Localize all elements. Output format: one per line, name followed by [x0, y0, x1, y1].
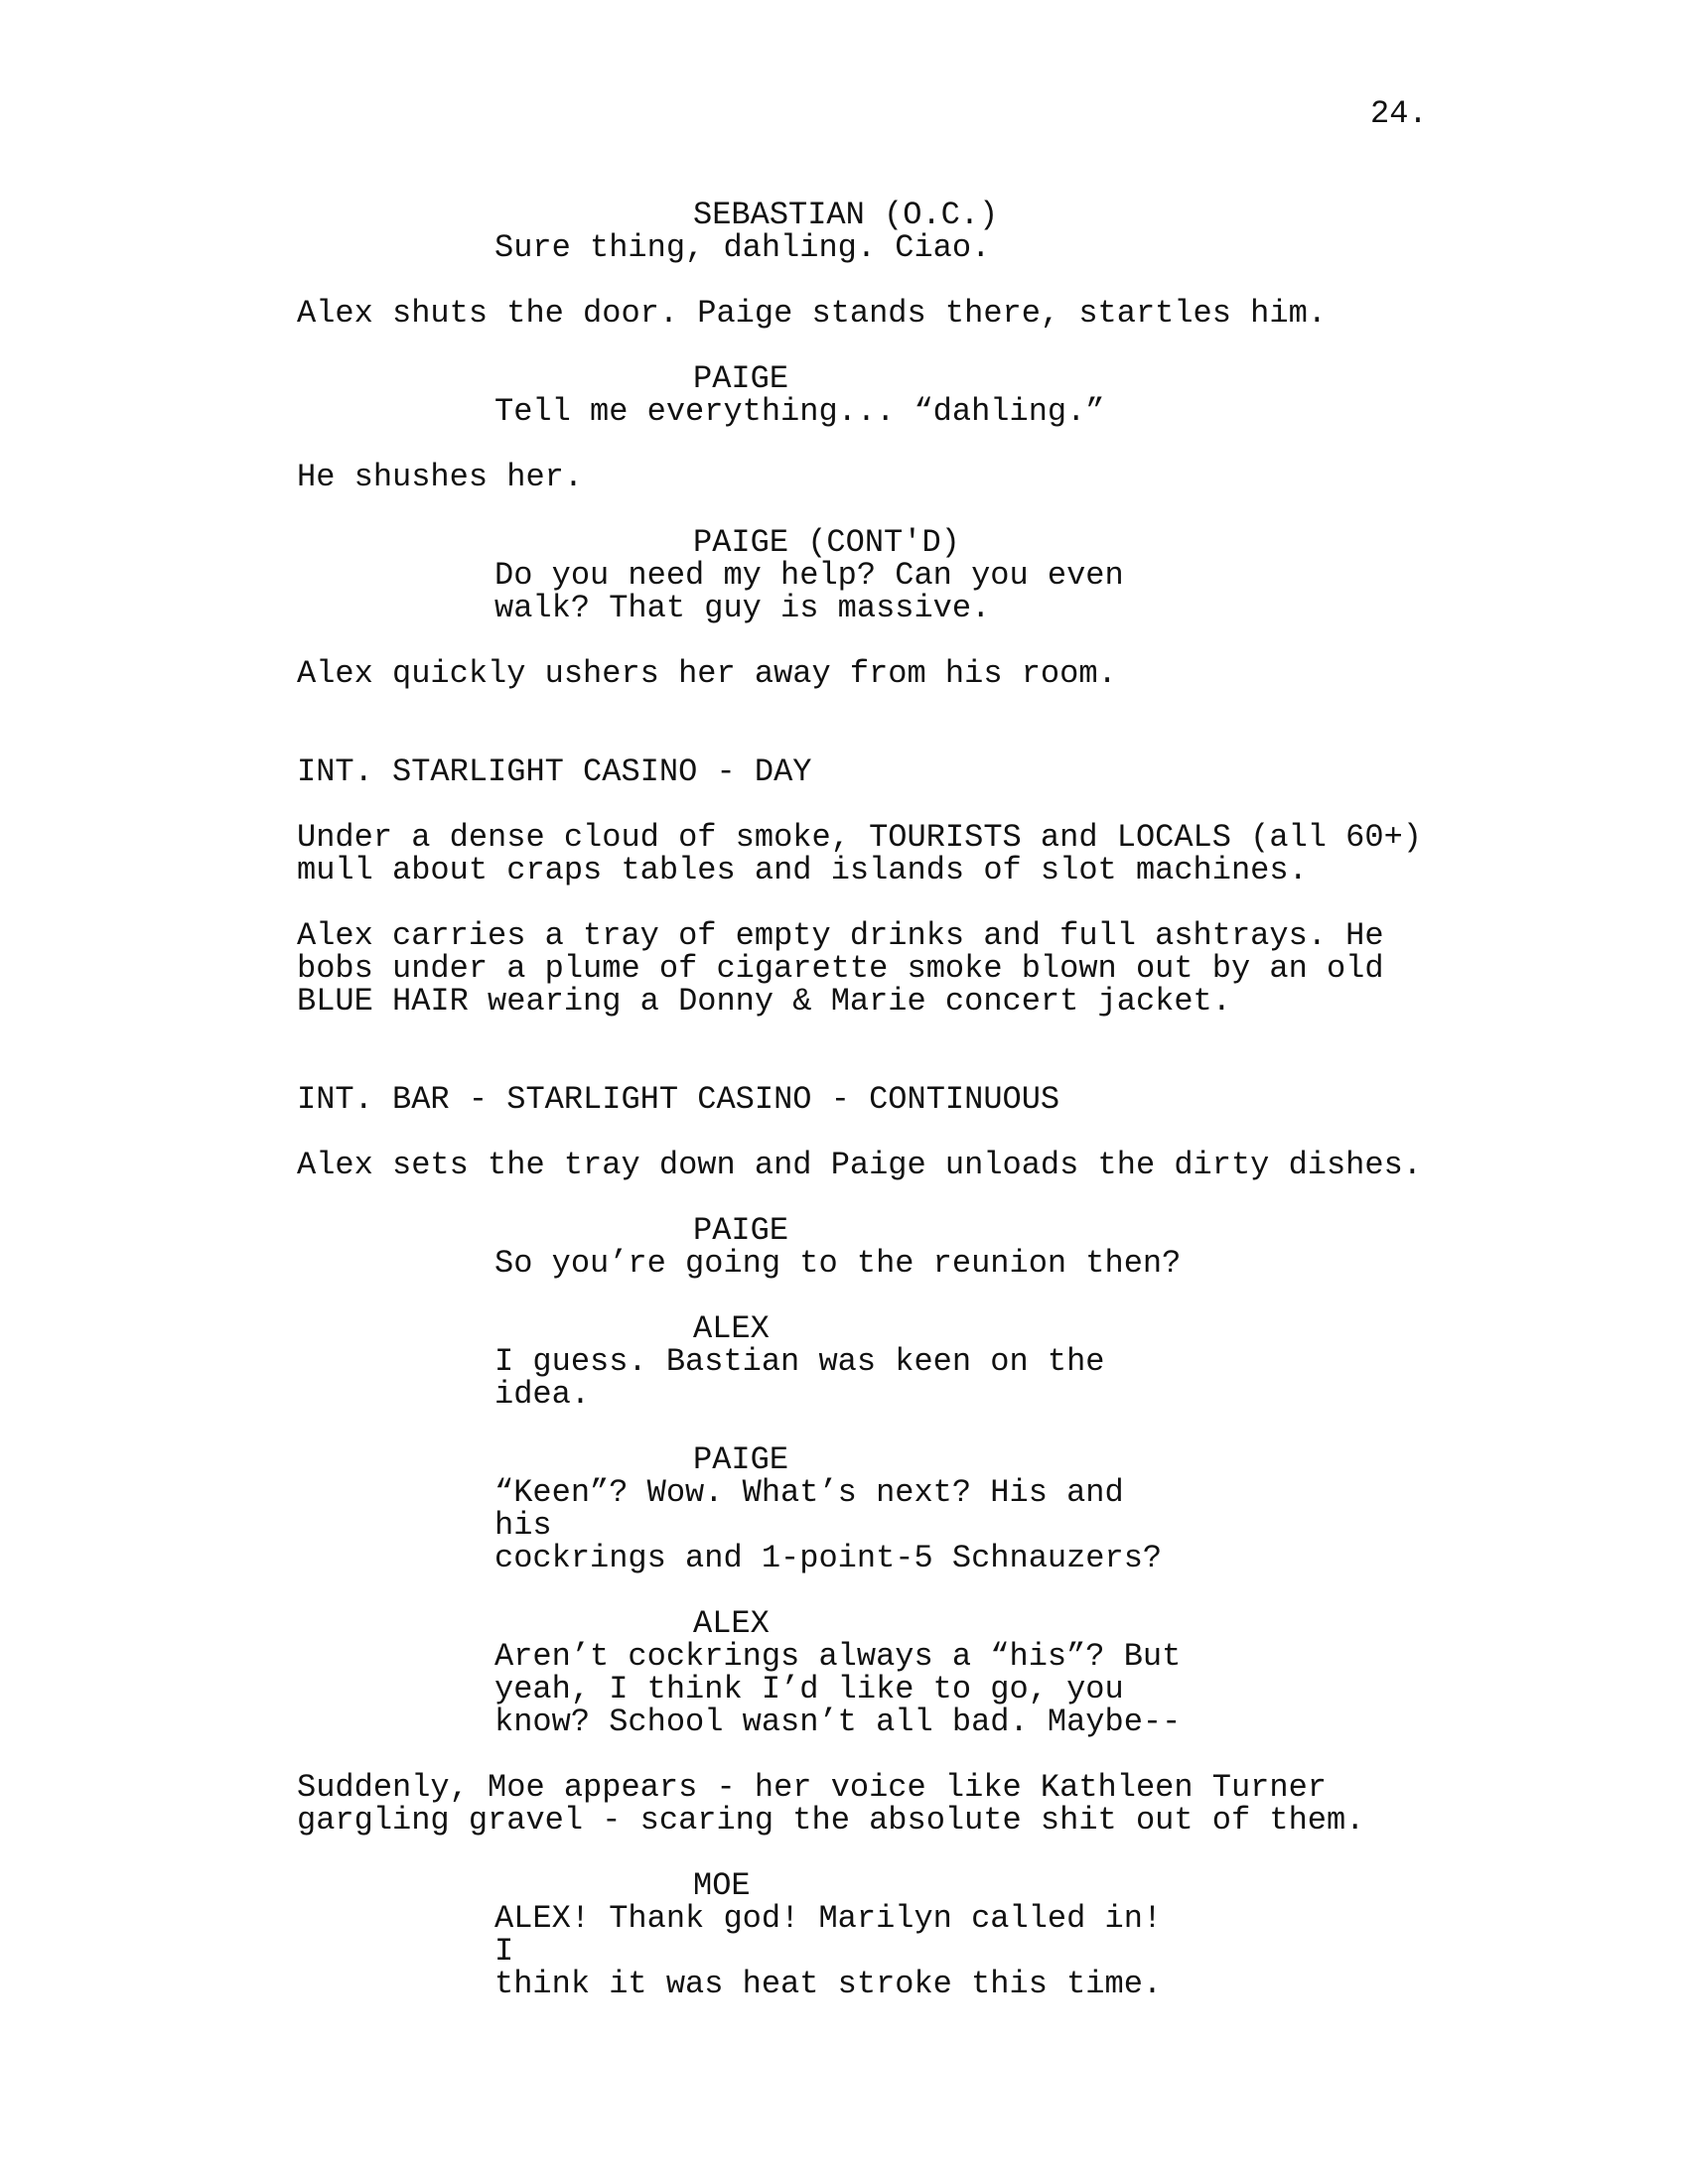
scene-heading: INT. STARLIGHT CASINO - DAY — [297, 753, 812, 790]
character-cue: PAIGE — [693, 1441, 789, 1478]
dialogue-line: So you’re going to the reunion then? — [494, 1245, 1182, 1282]
dialogue-line: “Keen”? Wow. What’s next? His and his cockrings and 1-point-5 Schnauzers? — [494, 1474, 1163, 1576]
character-cue: PAIGE — [693, 360, 789, 397]
action-line: He shushes her. — [297, 459, 584, 495]
action-line: Suddenly, Moe appears - her voice like Kathleen Turner gargling gravel - scaring the absolute shit out of them. — [297, 1769, 1365, 1839]
action-line: Alex carries a tray of empty drinks and full ashtrays. He bobs under a plume of cigarette smoke blown out by an old BLUE HAIR wearing a Donny & Marie concert jacket. — [297, 917, 1384, 1020]
action-line: Under a dense cloud of smoke, TOURISTS and LOCALS (all 60+) mull about craps tables and islands of slot machines. — [297, 819, 1422, 888]
character-cue: ALEX — [693, 1310, 770, 1347]
page-number: 24. — [1370, 95, 1428, 132]
screenplay-body — [0, 199, 1688, 2000]
dialogue-line: Tell me everything... “dahling.” — [494, 393, 1105, 430]
dialogue-line: I guess. Bastian was keen on the idea. — [494, 1343, 1124, 1413]
dialogue-line: Aren’t cockrings always a “his”? But yeah, I think I’d like to go, you know? School wasn’t all bad. Maybe-- — [494, 1638, 1182, 1740]
dialogue-line: Do you need my help? Can you even walk? That guy is massive. — [494, 557, 1124, 626]
character-cue: SEBASTIAN (O.C.) — [693, 197, 999, 233]
action-line: Alex sets the tray down and Paige unloads the dirty dishes. — [297, 1147, 1422, 1183]
scene-heading: INT. BAR - STARLIGHT CASINO - CONTINUOUS — [297, 1081, 1060, 1118]
dialogue-line: Sure thing, dahling. Ciao. — [494, 229, 991, 266]
action-line: Alex quickly ushers her away from his room. — [297, 655, 1117, 692]
action-line: Alex shuts the door. Paige stands there, startles him. — [297, 295, 1327, 332]
character-cue: PAIGE (CONT'D) — [693, 524, 960, 561]
character-cue: ALEX — [693, 1605, 770, 1642]
dialogue-line: ALEX! Thank god! Marilyn called in! I think it was heat stroke this time. — [494, 1900, 1163, 2002]
character-cue: PAIGE — [693, 1212, 789, 1249]
character-cue: MOE — [693, 1867, 751, 1904]
